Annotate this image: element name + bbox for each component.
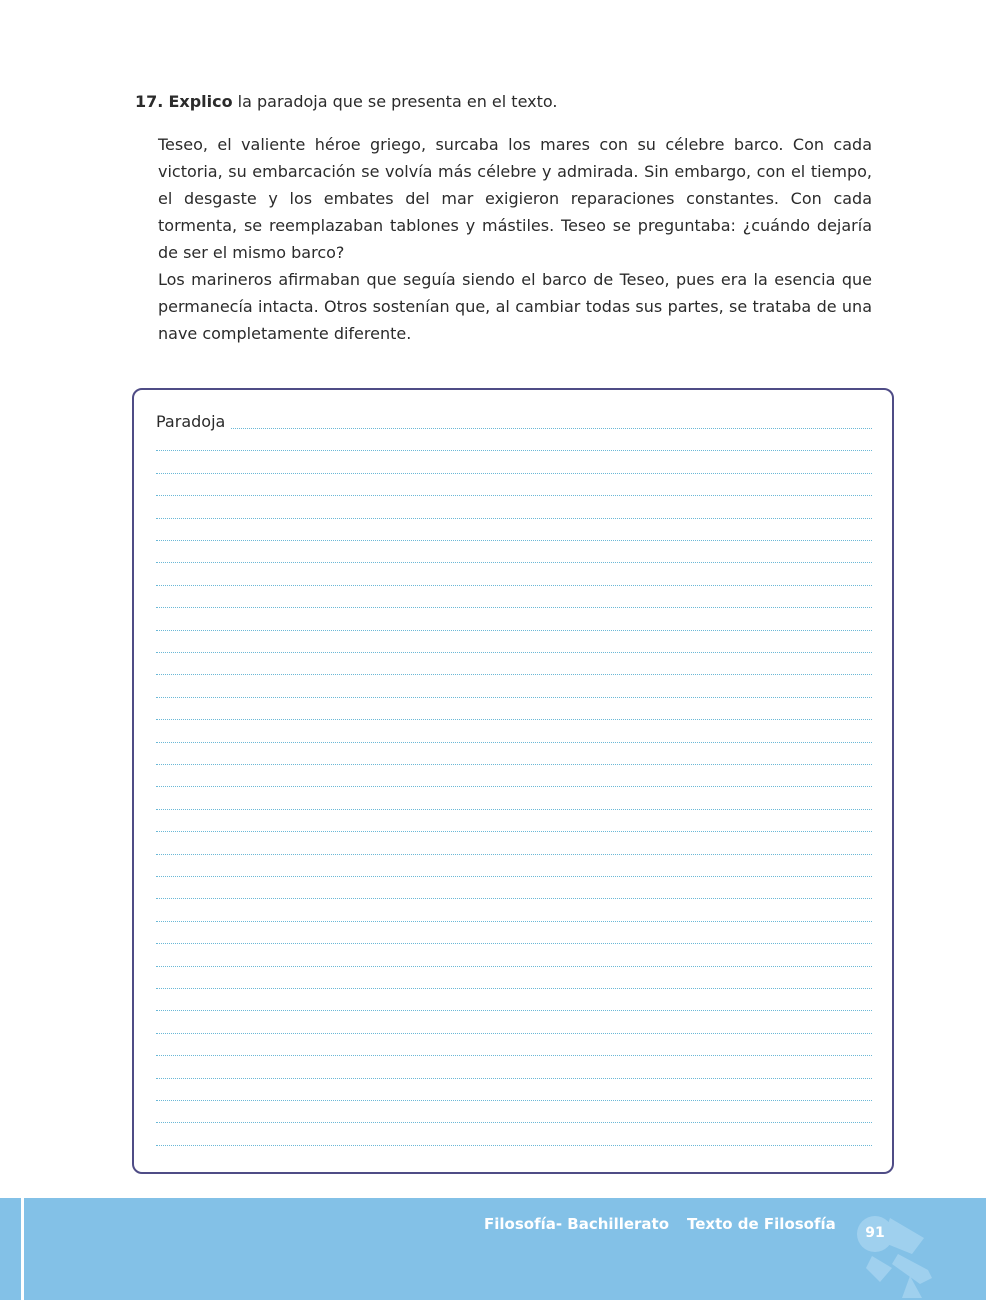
writing-line <box>156 585 872 586</box>
writing-line <box>156 898 872 899</box>
page-number: 91 <box>865 1225 885 1241</box>
question-prompt <box>135 90 875 114</box>
writing-line <box>156 1100 872 1101</box>
writing-line <box>156 966 872 967</box>
writing-line <box>156 562 872 563</box>
writing-line <box>156 1033 872 1034</box>
rocket-icon <box>832 1198 952 1300</box>
writing-line <box>156 764 872 765</box>
writing-line <box>156 630 872 631</box>
footer-strip <box>21 1198 24 1300</box>
passage-paragraph-2: Los marineros afirmaban que seguía siendo el barco de Teseo, pues era la esencia que permanecía intacta. Otros sostenían que, al cambiar todas sus partes, se trataba de una nave completamente diferente. <box>158 270 872 343</box>
writing-line <box>156 1078 872 1079</box>
page-footer <box>0 1198 986 1300</box>
writing-line <box>156 495 872 496</box>
writing-line <box>156 786 872 787</box>
writing-line <box>156 876 872 877</box>
footer-book-title: Texto de Filosofía <box>687 1215 836 1233</box>
writing-line <box>156 988 872 989</box>
writing-line <box>156 831 872 832</box>
question-number: 17. <box>135 92 164 111</box>
answer-label: Paradoja <box>156 412 231 432</box>
question-text: la paradoja que se presenta en el texto. <box>232 92 558 111</box>
writing-line <box>156 697 872 698</box>
reading-passage <box>158 131 872 347</box>
writing-line <box>156 854 872 855</box>
writing-line <box>156 428 872 429</box>
footer-course: Filosofía- Bachillerato <box>484 1215 670 1233</box>
writing-line <box>156 652 872 653</box>
writing-line <box>156 450 872 451</box>
passage-paragraph-1: Teseo, el valiente héroe griego, surcaba los mares con su célebre barco. Con cada victoria, su embarcación se volvía más célebre y admirada. Sin embargo, con el tiempo, el desgaste y los embates del mar exigieron reparaciones constantes. Con cada tormenta, se reemplazaban tablones y mástiles. Teseo se preguntaba: ¿cuándo dejaría de ser el mismo barco? <box>158 135 872 262</box>
writing-line <box>156 809 872 810</box>
writing-line <box>156 921 872 922</box>
answer-box[interactable] <box>132 388 894 1174</box>
writing-line <box>156 540 872 541</box>
question-verb: Explico <box>168 92 233 111</box>
writing-line <box>156 1122 872 1123</box>
writing-line <box>156 742 872 743</box>
writing-line <box>156 674 872 675</box>
writing-line <box>156 518 872 519</box>
writing-line <box>156 719 872 720</box>
writing-line <box>156 1145 872 1146</box>
writing-line <box>156 1010 872 1011</box>
writing-line <box>156 473 872 474</box>
writing-line <box>156 943 872 944</box>
writing-line <box>156 1055 872 1056</box>
writing-line <box>156 607 872 608</box>
